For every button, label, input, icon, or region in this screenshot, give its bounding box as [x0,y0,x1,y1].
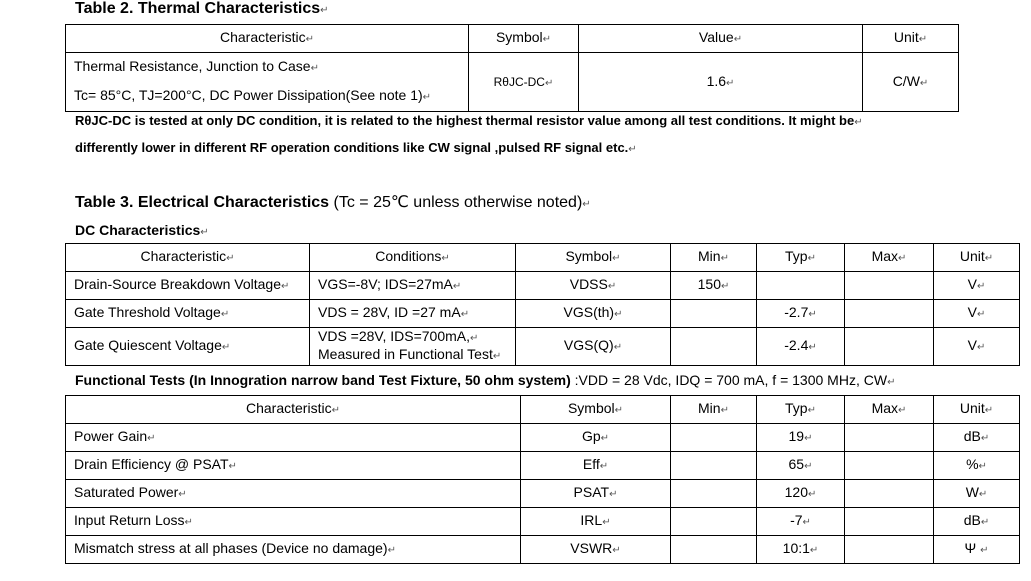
row-max [845,536,934,564]
dc-header-min: Min↵ [671,244,757,272]
row-unit: V↵ [934,328,1020,366]
row-typ: 120↵ [757,480,845,508]
header-unit: Unit↵ [863,25,959,53]
row-min [671,508,757,536]
row-min [671,424,757,452]
row-max [845,300,934,328]
row-characteristic: Drain Efficiency @ PSAT↵ [66,452,521,480]
thermal-resistance-cell: Thermal Resistance, Junction to Case↵ Tc= 85°C, TJ=200°C, DC Power Dissipation(See note 1)↵ [66,53,469,112]
header-characteristic: Characteristic↵ [66,25,469,53]
row-characteristic: Input Return Loss↵ [66,508,521,536]
row-min [671,300,757,328]
row-characteristic: Gate Quiescent Voltage↵ [66,328,310,366]
fn-header-unit: Unit↵ [934,396,1020,424]
fn-header-min: Min↵ [671,396,757,424]
row-unit: V↵ [934,300,1020,328]
dc-header-max: Max↵ [845,244,934,272]
fn-header-max: Max↵ [845,396,934,424]
table-row [66,452,1020,480]
header-value: Value↵ [579,25,863,53]
thermal-value: 1.6↵ [579,53,863,112]
dc-header-characteristic: Characteristic↵ [66,244,310,272]
header-symbol: Symbol↵ [469,25,579,53]
thermal-note-line2: differently lower in different RF operation conditions like CW signal ,pulsed RF signal etc.↵ [75,140,637,155]
row-min [671,536,757,564]
row-symbol: PSAT↵ [521,480,671,508]
row-unit: %↵ [934,452,1020,480]
row-unit: dB↵ [934,424,1020,452]
dc-header-unit: Unit↵ [934,244,1020,272]
row-characteristic: Mismatch stress at all phases (Device no damage)↵ [66,536,521,564]
row-conditions: VDS =28V, IDS=700mA,↵ Measured in Functional Test↵ [310,328,516,366]
fn-header-characteristic: Characteristic↵ [66,396,521,424]
thermal-unit: C/W↵ [863,53,959,112]
thermal-symbol: RθJC-DC↵ [469,53,579,112]
row-max [845,424,934,452]
row-symbol: VGS(th)↵ [516,300,671,328]
row-min [671,480,757,508]
row-max [845,480,934,508]
functional-tests-table [65,395,1020,564]
row-characteristic: Saturated Power↵ [66,480,521,508]
row-typ: -2.4↵ [757,328,845,366]
table-row [66,300,1020,328]
row-max [845,508,934,536]
row-min [671,452,757,480]
table-row [66,480,1020,508]
row-min: 150↵ [671,272,757,300]
dc-header-typ: Typ↵ [757,244,845,272]
row-unit: W↵ [934,480,1020,508]
dc-characteristics-table [65,243,1020,366]
row-max [845,328,934,366]
functional-tests-heading: Functional Tests (In Innogration narrow band Test Fixture, 50 ohm system) :VDD = 28 Vdc, IDQ = 700 mA, f = 1300 MHz, CW↵ [75,372,896,388]
row-typ: 10:1↵ [757,536,845,564]
row-characteristic: Power Gain↵ [66,424,521,452]
row-unit: Ψ ↵ [934,536,1020,564]
thermal-note-line1: RθJC-DC is tested at only DC condition, it is related to the highest thermal resistor value among all test conditions. It might be↵ [75,113,863,128]
row-characteristic: Drain-Source Breakdown Voltage↵ [66,272,310,300]
table-row [66,508,1020,536]
table2-heading: Table 2. Thermal Characteristics↵ [75,0,329,17]
row-conditions: VGS=-8V; IDS=27mA↵ [310,272,516,300]
row-typ: -7↵ [757,508,845,536]
row-typ: -2.7↵ [757,300,845,328]
row-symbol: VGS(Q)↵ [516,328,671,366]
row-max [845,452,934,480]
row-unit: V↵ [934,272,1020,300]
dc-header-symbol: Symbol↵ [516,244,671,272]
row-symbol: VSWR↵ [521,536,671,564]
table-row [66,328,1020,366]
row-conditions: VDS = 28V, ID =27 mA↵ [310,300,516,328]
row-symbol: Gp↵ [521,424,671,452]
row-symbol: IRL↵ [521,508,671,536]
row-symbol: VDSS↵ [516,272,671,300]
row-typ: 65↵ [757,452,845,480]
fn-header-typ: Typ↵ [757,396,845,424]
thermal-table [65,24,959,112]
dc-characteristics-heading: DC Characteristics↵ [75,222,209,238]
fn-header-symbol: Symbol↵ [521,396,671,424]
row-typ: 19↵ [757,424,845,452]
row-min [671,328,757,366]
table-row [66,424,1020,452]
row-unit: dB↵ [934,508,1020,536]
dc-header-conditions: Conditions↵ [310,244,516,272]
row-max [845,272,934,300]
table-row [66,536,1020,564]
row-typ [757,272,845,300]
table3-heading: Table 3. Electrical Characteristics (Tc = 25℃ unless otherwise noted)↵ [75,194,591,211]
row-characteristic: Gate Threshold Voltage↵ [66,300,310,328]
row-symbol: Eff↵ [521,452,671,480]
table-row [66,272,1020,300]
